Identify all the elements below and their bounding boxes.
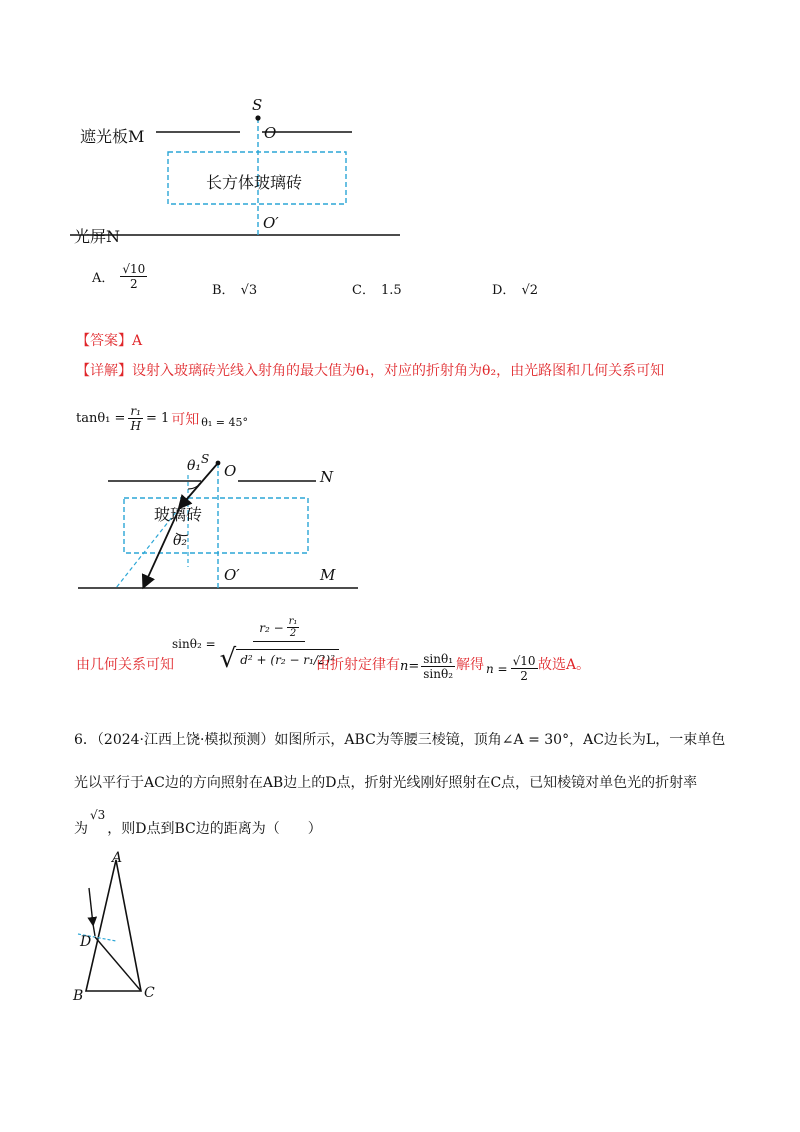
tan-rhs: = 1 xyxy=(145,411,170,426)
fig1-o2-label: O′ xyxy=(263,214,279,232)
n-den: sinθ₂ xyxy=(423,667,454,681)
tan-den: H xyxy=(130,419,141,433)
sin-num-frac-num: r₁ xyxy=(288,616,298,627)
sin-num-frac-den: 2 xyxy=(289,628,297,639)
option-a-fraction xyxy=(120,262,147,291)
fig1-screen-label: 光屏N xyxy=(74,227,121,246)
conclusion-text: 故选A。 xyxy=(538,657,591,673)
fig2-o-label: O xyxy=(224,462,237,480)
option-c-letter: C． xyxy=(352,283,375,298)
n2-fraction xyxy=(511,654,538,683)
sin-numerator xyxy=(253,616,305,642)
option-d[interactable] xyxy=(492,279,538,298)
fig1-shield-label: 遮光板M xyxy=(80,127,145,146)
fig1-glass-label: 长方体玻璃砖 xyxy=(206,173,303,192)
option-a[interactable] xyxy=(92,262,147,291)
fig2-glass-label: 玻璃砖 xyxy=(154,505,203,524)
n2-num: √10 xyxy=(512,654,536,668)
tan-result: θ₁ = 45° xyxy=(201,416,249,429)
fig1-s-label: S xyxy=(252,96,263,114)
option-a-den: 2 xyxy=(130,277,138,291)
sin-num-main: r₂ − xyxy=(259,620,284,635)
detail-text: 设射入玻璃砖光线入射角的最大值为θ₁，对应的折射角为θ₂，由光路图和几何关系可知 xyxy=(132,363,665,379)
option-a-num: √10 xyxy=(122,262,146,276)
source-point xyxy=(255,115,260,120)
answer-line xyxy=(76,330,142,350)
sin-den-expr: d² + (r₂ − r₁/2)² xyxy=(236,649,339,670)
detail-label: 【详解】 xyxy=(76,363,132,379)
sin-num-frac xyxy=(287,616,300,639)
formula-sin-theta2 xyxy=(172,616,339,672)
fig3-b-label: B xyxy=(73,988,84,1004)
fig3-d-label: D xyxy=(80,934,92,950)
tan-num: r₁ xyxy=(130,404,141,418)
option-d-value: √2 xyxy=(521,283,538,298)
source-point xyxy=(216,461,221,466)
incident-ray-inner xyxy=(93,924,95,936)
option-b[interactable] xyxy=(212,279,257,298)
answer-value: A xyxy=(132,333,143,349)
glass-rect xyxy=(124,498,308,553)
formula-tan xyxy=(76,404,248,433)
tan-fraction xyxy=(128,404,143,433)
fig2-s-label: S xyxy=(201,452,210,466)
option-b-letter: B． xyxy=(212,283,235,298)
n2-den: 2 xyxy=(520,669,528,683)
n-fraction xyxy=(421,652,455,681)
figure-3-prism xyxy=(70,848,180,1008)
tan-lhs: tanθ₁ = xyxy=(76,411,126,426)
question6-line3-post: ，则D点到BC边的距离为（ ） xyxy=(107,821,322,837)
option-a-letter: A． xyxy=(92,271,115,286)
option-b-value: √3 xyxy=(240,283,258,298)
sin-lhs: sinθ₂ = xyxy=(172,637,216,651)
formula-n-ratio xyxy=(400,652,455,681)
option-c[interactable] xyxy=(352,279,402,298)
fig3-a-label: A xyxy=(112,850,123,866)
refracted-ray xyxy=(95,937,141,991)
prism-triangle xyxy=(86,860,141,991)
fig2-theta1-label: θ₁ xyxy=(187,458,202,474)
question6-line3 xyxy=(74,808,322,838)
option-d-letter: D． xyxy=(492,283,516,298)
question6-line3-val: √3 xyxy=(90,808,106,822)
tan-connector: 可知 xyxy=(171,411,200,428)
fig1-o-label: O xyxy=(264,124,277,142)
question6-line1: 6．（2024·江西上饶·模拟预测）如图所示，ABC为等腰三棱镜，顶角∠A = 30°，AC边长为L，一束单色 xyxy=(74,732,726,748)
fig2-theta2-label: θ₂ xyxy=(173,533,188,549)
incident-ray xyxy=(89,888,93,924)
fig2-m-label: M xyxy=(320,566,336,584)
n-lhs: n= xyxy=(400,659,420,674)
solve-text: 解得 xyxy=(456,657,484,673)
geometry-lead-text: 由几何关系可知 xyxy=(76,657,174,673)
answer-label: 【答案】 xyxy=(76,333,132,349)
law-text: 由折射定律有 xyxy=(316,657,400,673)
sqrt-sign: √ xyxy=(219,644,237,674)
figure-1-glass-brick xyxy=(70,92,410,242)
n2-lhs: n = xyxy=(486,661,508,676)
n-num: sinθ₁ xyxy=(423,652,454,666)
detail-line xyxy=(76,360,664,380)
question6-line3-pre: 为 xyxy=(74,821,88,837)
option-c-value: 1.5 xyxy=(380,283,402,298)
formula-n-value xyxy=(486,654,538,683)
fig2-n-label: N xyxy=(320,468,334,486)
fig2-o2-label: O′ xyxy=(224,566,240,584)
fig3-c-label: C xyxy=(144,985,155,1001)
question6-line2: 光以平行于AC边的方向照射在AB边上的D点，折射光线刚好照射在C点，已知棱镜对单色光的折射率 xyxy=(74,775,698,791)
